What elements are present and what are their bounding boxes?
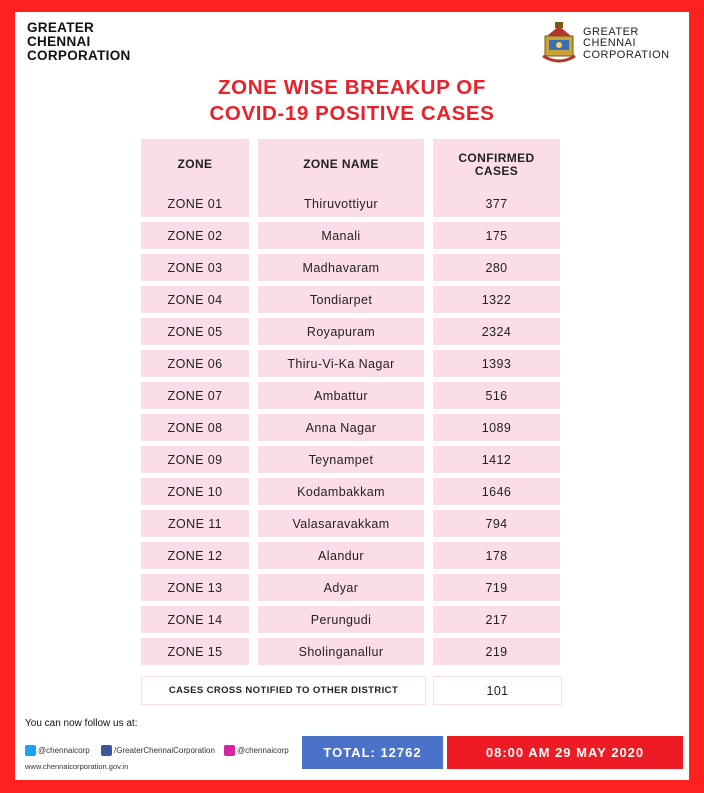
zone-name-cell: Thiruvottiyur bbox=[258, 190, 424, 217]
column-header: CONFIRMED CASES bbox=[433, 139, 560, 190]
facebook-handle[interactable] bbox=[101, 745, 215, 756]
logo-line: CHENNAI bbox=[583, 37, 637, 50]
corporation-logo bbox=[539, 22, 670, 66]
logo-text bbox=[583, 27, 670, 62]
zone-cell: ZONE 13 bbox=[141, 574, 249, 601]
cases-cell: 219 bbox=[433, 638, 560, 665]
brand-wordmark bbox=[27, 21, 131, 63]
zone-name-cell: Perungudi bbox=[258, 606, 424, 633]
twitter-handle[interactable] bbox=[25, 745, 90, 756]
cases-cell: 1412 bbox=[433, 446, 560, 473]
instagram-icon bbox=[224, 745, 235, 756]
zone-cell: ZONE 05 bbox=[141, 318, 249, 345]
zone-cell: ZONE 06 bbox=[141, 350, 249, 377]
cases-cell: 280 bbox=[433, 254, 560, 281]
instagram-text: @chennaicorp bbox=[237, 746, 289, 755]
cases-cell: 2324 bbox=[433, 318, 560, 345]
cross-notified-label: CASES CROSS NOTIFIED TO OTHER DISTRICT bbox=[141, 676, 426, 705]
title-line: COVID-19 POSITIVE CASES bbox=[209, 102, 495, 125]
column-header: ZONE bbox=[141, 139, 249, 190]
zone-cell: ZONE 08 bbox=[141, 414, 249, 441]
twitter-icon bbox=[25, 745, 36, 756]
total-badge: TOTAL: 12762 bbox=[302, 736, 443, 769]
cases-cell: 1393 bbox=[433, 350, 560, 377]
infographic-card bbox=[15, 12, 689, 780]
zone-name-cell: Tondiarpet bbox=[258, 286, 424, 313]
facebook-icon bbox=[101, 745, 112, 756]
logo-line: GREATER bbox=[583, 25, 639, 38]
zone-name-cell: Madhavaram bbox=[258, 254, 424, 281]
instagram-handle[interactable] bbox=[224, 745, 289, 756]
cases-cell: 1646 bbox=[433, 478, 560, 505]
zone-cell: ZONE 09 bbox=[141, 446, 249, 473]
cases-cell: 719 bbox=[433, 574, 560, 601]
zone-name-cell: Teynampet bbox=[258, 446, 424, 473]
zone-name-cell: Sholinganallur bbox=[258, 638, 424, 665]
twitter-text: @chennaicorp bbox=[38, 746, 90, 755]
zone-name-cell: Thiru-Vi-Ka Nagar bbox=[258, 350, 424, 377]
zone-name-cell: Adyar bbox=[258, 574, 424, 601]
zone-name-cell: Royapuram bbox=[258, 318, 424, 345]
page-title bbox=[15, 75, 689, 127]
zone-cell: ZONE 10 bbox=[141, 478, 249, 505]
zone-name-cell: Valasaravakkam bbox=[258, 510, 424, 537]
zone-name-cell: Alandur bbox=[258, 542, 424, 569]
zone-cell: ZONE 12 bbox=[141, 542, 249, 569]
brand-line: CORPORATION bbox=[27, 48, 131, 63]
cases-cell: 1322 bbox=[433, 286, 560, 313]
column-header: ZONE NAME bbox=[258, 139, 424, 190]
zone-name-cell: Manali bbox=[258, 222, 424, 249]
emblem-icon bbox=[539, 22, 579, 66]
follow-text: You can now follow us at: bbox=[25, 718, 138, 729]
brand-line: GREATER bbox=[27, 20, 95, 35]
zone-name-cell: Anna Nagar bbox=[258, 414, 424, 441]
cross-notified-value: 101 bbox=[433, 676, 562, 705]
datetime-badge: 08:00 AM 29 MAY 2020 bbox=[447, 736, 683, 769]
cases-cell: 217 bbox=[433, 606, 560, 633]
cases-cell: 377 bbox=[433, 190, 560, 217]
zone-name-cell: Ambattur bbox=[258, 382, 424, 409]
title-line: ZONE WISE BREAKUP OF bbox=[218, 76, 486, 99]
zone-cell: ZONE 07 bbox=[141, 382, 249, 409]
cases-cell: 178 bbox=[433, 542, 560, 569]
zone-cell: ZONE 15 bbox=[141, 638, 249, 665]
facebook-text: /GreaterChennaiCorporation bbox=[114, 746, 215, 755]
zone-cell: ZONE 01 bbox=[141, 190, 249, 217]
zone-cell: ZONE 14 bbox=[141, 606, 249, 633]
zone-name-cell: Kodambakkam bbox=[258, 478, 424, 505]
cases-cell: 516 bbox=[433, 382, 560, 409]
zone-cell: ZONE 04 bbox=[141, 286, 249, 313]
zone-cell: ZONE 03 bbox=[141, 254, 249, 281]
cases-cell: 794 bbox=[433, 510, 560, 537]
zone-cell: ZONE 11 bbox=[141, 510, 249, 537]
cases-cell: 175 bbox=[433, 222, 560, 249]
zone-cell: ZONE 02 bbox=[141, 222, 249, 249]
website-link[interactable]: www.chennaicorporation.gov.in bbox=[25, 762, 129, 771]
cases-cell: 1089 bbox=[433, 414, 560, 441]
logo-line: CORPORATION bbox=[583, 48, 670, 61]
brand-line: CHENNAI bbox=[27, 34, 91, 49]
